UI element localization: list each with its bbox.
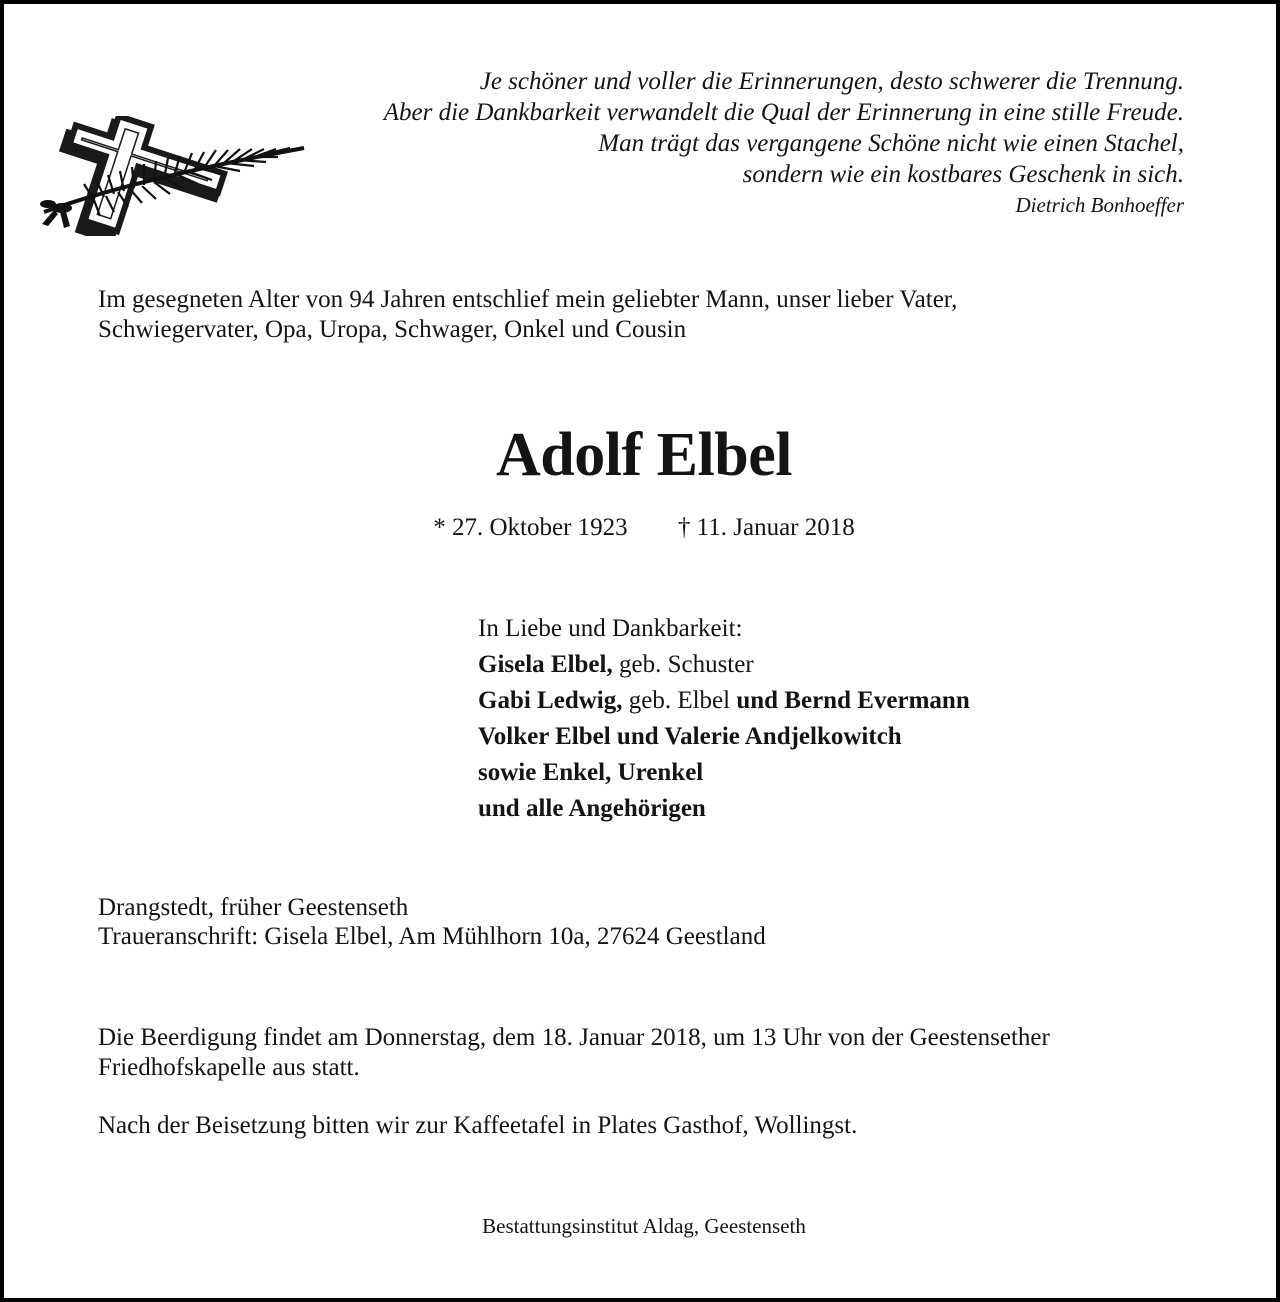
intro-line: Im gesegneten Alter von 94 Jahren entschlief mein geliebter Mann, unser lieber Vater, <box>98 286 958 313</box>
quote-line: sondern wie ein kostbares Geschenk in sich. <box>742 161 1184 188</box>
cross-with-palm-branch-icon <box>34 116 312 236</box>
funeral-line: Die Beerdigung findet am Donnerstag, dem 18. Januar 2018, um 13 Uhr von der Geestensether <box>98 1024 1050 1051</box>
undertaker-credit: Bestattungsinstitut Aldag, Geestenseth <box>482 1214 806 1238</box>
mourner-note: geb. Schuster <box>612 651 754 678</box>
funeral-line: Friedhofskapelle aus statt. <box>98 1054 360 1081</box>
quote-author: Dietrich Bonhoeffer <box>1015 193 1184 217</box>
address-line: Traueranschrift: Gisela Elbel, Am Mühlhorn 10a, 27624 Geestland <box>98 923 766 950</box>
mourners-list <box>478 611 1198 827</box>
reception-notice: Nach der Beisetzung bitten wir zur Kaffeetafel in Plates Gasthof, Wollingst. <box>98 1112 858 1139</box>
mourner-line <box>478 683 1198 719</box>
memorial-quote <box>284 66 1184 219</box>
mourners-heading: In Liebe und Dankbarkeit: <box>478 615 743 642</box>
mourner-line: und alle Angehörigen <box>478 795 706 822</box>
funeral-notice <box>98 1023 1208 1083</box>
mourner-note: geb. Elbel <box>622 687 731 714</box>
mourner-name: Gisela Elbel, <box>478 651 613 678</box>
death-date: † 11. Januar 2018 <box>677 514 855 541</box>
intro-text <box>98 285 1198 345</box>
mourner-partner: und Bernd Evermann <box>730 687 970 714</box>
address-line: Drangstedt, früher Geestenseth <box>98 894 409 921</box>
mourner-line: Volker Elbel und Valerie Andjelkowitch <box>478 723 902 750</box>
mourner-name: Gabi Ledwig, <box>478 687 623 714</box>
deceased-name: Adolf Elbel <box>496 421 792 489</box>
mourning-address <box>98 893 1198 951</box>
quote-line: Man trägt das vergangene Schöne nicht wie einen Stachel, <box>598 130 1184 157</box>
quote-line: Je schöner und voller die Erinnerungen, desto schwerer die Trennung. <box>479 68 1184 95</box>
intro-line: Schwiegervater, Opa, Uropa, Schwager, Onkel und Cousin <box>98 316 687 343</box>
mourner-line: sowie Enkel, Urenkel <box>478 759 704 786</box>
birth-date: * 27. Oktober 1923 <box>433 514 628 541</box>
mourner-line <box>478 647 1198 683</box>
quote-line: Aber die Dankbarkeit verwandelt die Qual der Erinnerung in eine stille Freude. <box>383 99 1184 126</box>
life-dates <box>4 510 1280 546</box>
